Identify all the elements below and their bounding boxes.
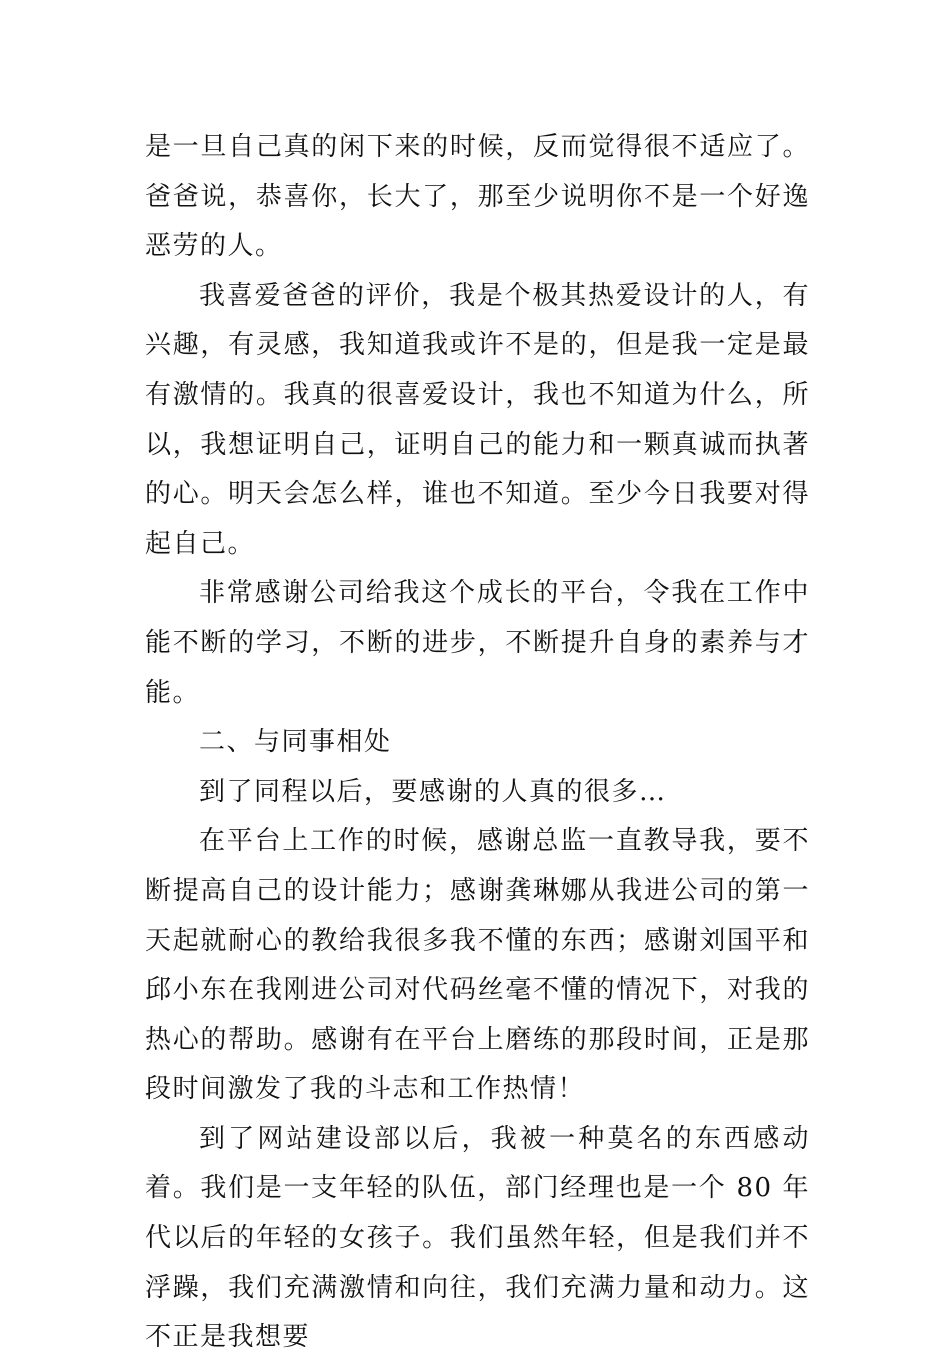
document-body (145, 123, 810, 1363)
paragraph-4: 到了同程以后，要感谢的人真的很多… (199, 776, 667, 807)
paragraph-1: 是一旦自己真的闲下来的时候，反而觉得很不适应了。爸爸说，恭喜你，长大了，那至少说明你不是一个好逸恶劳的人。 (145, 132, 810, 262)
paragraph-3: 非常感谢公司给我这个成长的平台，令我在工作中能不断的学习，不断的进步，不断提升自身的素养与才能。 (145, 578, 810, 708)
section-heading: 二、与同事相处 (199, 727, 392, 758)
paragraph-2: 我喜爱爸爸的评价，我是个极其热爱设计的人，有兴趣，有灵感，我知道我或许不是的，但是我一定是最有激情的。我真的很喜爱设计，我也不知道为什么，所以，我想证明自己，证明自己的能力和一颗真诚而执著的心。明天会怎么样，谁也不知道。至少今日我要对得起自己。 (145, 280, 810, 559)
paragraph-5: 在平台上工作的时候，感谢总监一直教导我，要不断提高自己的设计能力；感谢龚琳娜从我进公司的第一天起就耐心的教给我很多我不懂的东西；感谢刘国平和邱小东在我刚进公司对代码丝毫不懂的情况下，对我的热心的帮助。感谢有在平台上磨练的那段时间，正是那段时间激发了我的斗志和工作热情！ (145, 826, 810, 1105)
paragraph-6: 到了网站建设部以后，我被一种莫名的东西感动着。我们是一支年轻的队伍，部门经理也是一个 80 年代以后的年轻的女孩子。我们虽然年轻，但是我们并不浮躁，我们充满激情和向往，我们充满力量和动力。这不正是我想要 (145, 1123, 810, 1353)
